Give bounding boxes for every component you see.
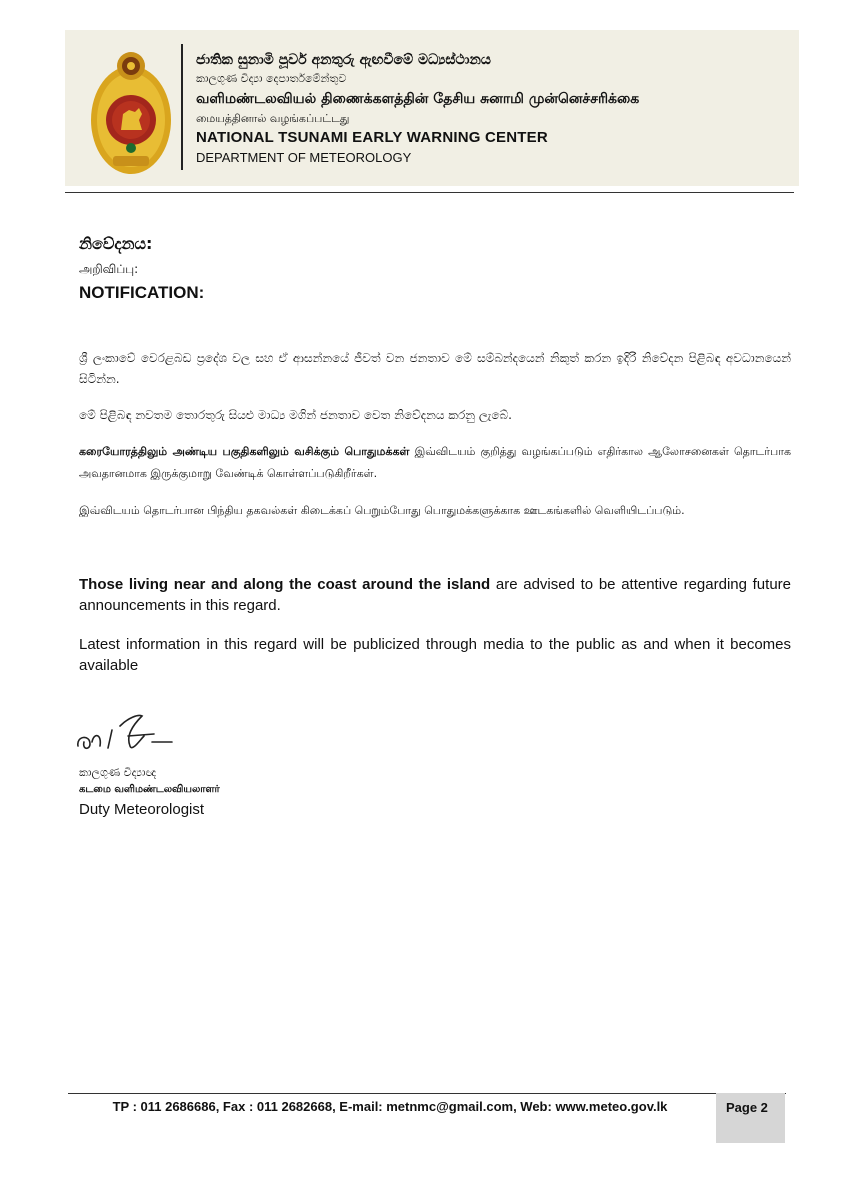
header-english-department: DEPARTMENT OF METEOROLOGY: [196, 150, 412, 165]
header-sinhala-center-name: ජාතික සුනාමි පූර්ව අනතුරු ඇඟවීමේ මධ්‍යස්ථානය: [196, 52, 491, 68]
letterhead: [65, 30, 799, 186]
paragraph-sinhala-2: මේ පිළිබඳ නවතම තොරතුරු සියළු මාධ්‍ය මගින් ජනතාව වෙත නිවේදනය කරනු ලැබේ.: [79, 408, 512, 422]
signatory-title-sinhala: කාලගුණ විද්‍යාඥ: [79, 766, 157, 779]
paragraph-tamil-1: [79, 441, 791, 485]
footer-contact: TP : 011 2686686, Fax : 011 2682668, E-mail: metnmc@gmail.com, Web: www.meteo.gov.lk: [112, 1099, 668, 1114]
title-tamil: அறிவிப்பு:: [79, 262, 139, 276]
title-sinhala: නිවේදනය:: [79, 234, 153, 253]
page-number: Page 2: [726, 1100, 768, 1115]
sri-lanka-emblem-icon: [89, 40, 173, 176]
header-tamil-center-name: வளிமண்டலவியல் திணைக்களத்தின் தேசிய சுனாமி முன்னெச்சரிக்கை: [196, 91, 640, 107]
signatory-title-english: Duty Meteorologist: [79, 801, 205, 818]
handwritten-signature: [68, 688, 198, 768]
paragraph-sinhala-1: ශ්‍රී ලංකාවේ වෙරළබඩ ප්‍රදේශ වල සහ ඒ ආසන්නයේ ජීවත් වන ජනතාව මේ සම්බන්දයෙන් නිකුත් කරන ඉදිරි නිවේදන පිළිබඳ අවධානයෙන් සිටින්න.: [79, 351, 791, 386]
paragraph-tamil-2: இவ்விடயம் தொடர்பான பிந்திய தகவல்கள் கிடைக்கப் பெறும்போது பொதுமக்களுக்காக ஊடகங்களில் வெளியிடப்படும்.: [79, 504, 685, 517]
footer-rule: [68, 1093, 786, 1094]
paragraph-tamil-1-bold: கரையோரத்திலும் அண்டிய பகுதிகளிலும் வசிக்கும் பொதுமக்கள்: [79, 445, 410, 458]
paragraph-tamil-1-rest: இவ்விடயம் குறித்து வழங்கப்படும் எதிர்கால ஆலோசனைகள் தொடர்பாக அவதானமாக இருக்குமாறு வேண்டிக் கொள்ளப்படுகிறீர்கள்.: [79, 445, 791, 480]
paragraph-english-1-bold: Those living near and along the coast around the island: [79, 576, 491, 593]
header-rule: [65, 192, 794, 193]
header-divider: [181, 44, 183, 170]
header-sinhala-department: කාලගුණ විද්‍යා දෙපාර්තමේන්තුව: [196, 72, 347, 85]
signatory-title-tamil: கடமை வளிமண்டலவியலாளர்: [79, 784, 220, 795]
header-tamil-center-name-cont: மையத்தினால் வழங்கப்பட்டது: [196, 112, 350, 125]
paragraph-english-2: Latest information in this regard will be publicized through media to the public as and when it becomes available: [79, 636, 791, 674]
paragraph-english-1-rest: are advised to be attentive regarding future announcements in this regard.: [79, 576, 791, 614]
header-english-center-name: NATIONAL TSUNAMI EARLY WARNING CENTER: [196, 129, 548, 146]
paragraph-english-1: [79, 574, 791, 616]
title-english: NOTIFICATION:: [79, 283, 205, 302]
